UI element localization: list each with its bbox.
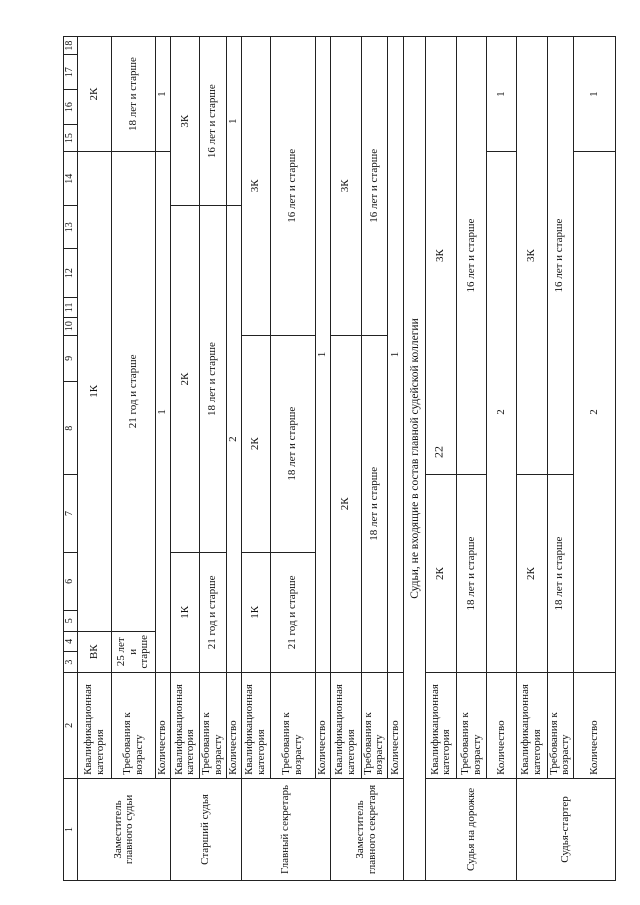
age-label: Требования к возрасту xyxy=(457,672,487,778)
deputy-chief-secretary-age-row xyxy=(361,37,387,881)
role-name: Старший судья xyxy=(171,778,241,880)
section-row xyxy=(404,37,426,881)
qual-value: 2К xyxy=(78,37,112,152)
count-value: 1 xyxy=(156,152,171,673)
lane-judge-age-row xyxy=(457,37,487,881)
role-name: Судья на дорожке xyxy=(426,778,517,880)
rotated-table-container xyxy=(63,36,616,881)
col-header: 2 xyxy=(64,672,78,778)
count-value: 1 xyxy=(226,37,241,206)
role-name: Заместитель главного судьи xyxy=(78,778,171,880)
qual-value: 2К xyxy=(330,335,361,672)
qual-label: Квалификационная категория xyxy=(517,672,547,778)
qual-value: 3К xyxy=(330,37,361,336)
count-value: 1 xyxy=(573,37,615,152)
senior-judge-qual-row xyxy=(171,37,200,881)
age-value: 16 лет и старше xyxy=(200,37,226,206)
qual-value: 1К xyxy=(241,552,270,672)
qual-label: Квалификационная категория xyxy=(171,672,200,778)
qual-value: 3К xyxy=(426,37,457,475)
qual-value: 1К xyxy=(171,552,200,672)
count-label: Количество xyxy=(156,672,171,778)
col-header: 14 xyxy=(64,152,78,206)
lane-judge-qual-row xyxy=(426,37,457,881)
deputy-chief-judge-count-row xyxy=(156,37,171,881)
col-header: 10 xyxy=(64,317,78,335)
col-header: 3 xyxy=(64,652,78,673)
count-label: Количество xyxy=(315,672,330,778)
count-value: 1 xyxy=(315,37,330,673)
starter-judge-age-row xyxy=(547,37,573,881)
count-label: Количество xyxy=(388,672,404,778)
qual-value: ВК xyxy=(78,631,112,672)
age-value: 21 год и старше xyxy=(200,552,226,672)
col-header: 8 xyxy=(64,382,78,475)
header-row xyxy=(64,37,78,881)
col-header: 6 xyxy=(64,552,78,610)
count-value: 2 xyxy=(573,152,615,673)
qual-value: 2К xyxy=(517,475,547,673)
qual-label: Квалификационная категория xyxy=(330,672,361,778)
col-header: 15 xyxy=(64,125,78,152)
chief-secretary-age-row xyxy=(270,37,315,881)
age-value: 25 лет и старше xyxy=(112,631,156,672)
col-header: 9 xyxy=(64,335,78,382)
col-header: 18 xyxy=(64,37,78,55)
deputy-chief-secretary-count-row xyxy=(388,37,404,881)
role-name: Заместитель главного секретаря xyxy=(330,778,403,880)
age-label: Требования к возрасту xyxy=(200,672,226,778)
qual-value: 1К xyxy=(78,152,112,631)
col-header: 16 xyxy=(64,90,78,125)
deputy-chief-judge-age-row xyxy=(112,37,156,881)
page-number: 22 xyxy=(431,446,446,458)
age-value: 18 лет и старше xyxy=(270,335,315,552)
count-label: Количество xyxy=(226,672,241,778)
age-label: Требования к возрасту xyxy=(112,672,156,778)
starter-judge-qual-row xyxy=(517,37,547,881)
col-header: 1 xyxy=(64,778,78,880)
age-value: 18 лет и старше xyxy=(457,475,487,673)
section-title: Судьи, не входящие в состав главной судейской коллегии xyxy=(404,37,426,881)
col-header: 17 xyxy=(64,55,78,90)
age-value: 21 год и старше xyxy=(270,552,315,672)
count-value: 2 xyxy=(487,152,517,673)
age-label: Требования к возрасту xyxy=(547,672,573,778)
count-value: 1 xyxy=(487,37,517,152)
col-header: 13 xyxy=(64,206,78,249)
qual-value: 2К xyxy=(426,475,457,673)
count-label: Количество xyxy=(573,672,615,778)
age-value: 18 лет и старше xyxy=(547,475,573,673)
age-value: 18 лет и старше xyxy=(112,37,156,152)
role-name: Судья-стартер xyxy=(517,778,616,880)
qual-label: Квалификационная категория xyxy=(426,672,457,778)
count-value: 1 xyxy=(388,37,404,673)
starter-judge-count-row xyxy=(573,37,615,881)
age-value: 21 год и старше xyxy=(112,152,156,631)
col-header: 12 xyxy=(64,249,78,298)
count-value: 1 xyxy=(156,37,171,152)
age-value: 18 лет и старше xyxy=(200,206,226,552)
qual-value: 3К xyxy=(517,37,547,475)
judges-requirements-table xyxy=(63,36,616,881)
age-value: 18 лет и старше xyxy=(361,335,387,672)
age-value: 16 лет и старше xyxy=(457,37,487,475)
col-header: 4 xyxy=(64,631,78,652)
count-label: Количество xyxy=(487,672,517,778)
qual-value: 3К xyxy=(241,37,270,336)
chief-secretary-count-row xyxy=(315,37,330,881)
qual-value: 2К xyxy=(241,335,270,552)
col-header: 7 xyxy=(64,475,78,553)
col-header: 11 xyxy=(64,298,78,317)
col-header: 5 xyxy=(64,610,78,631)
lane-judge-count-row xyxy=(487,37,517,881)
age-value: 16 лет и старше xyxy=(270,37,315,336)
age-value: 16 лет и старше xyxy=(547,37,573,475)
age-value: 16 лет и старше xyxy=(361,37,387,336)
deputy-chief-judge-qual-row xyxy=(78,37,112,881)
chief-secretary-qual-row xyxy=(241,37,270,881)
qual-label: Квалификационная категория xyxy=(78,672,112,778)
qual-value: 2К xyxy=(171,206,200,552)
qual-value: 3К xyxy=(171,37,200,206)
role-name: Главный секретарь xyxy=(241,778,330,880)
senior-judge-age-row xyxy=(200,37,226,881)
age-label: Требования к возрасту xyxy=(270,672,315,778)
senior-judge-count-row xyxy=(226,37,241,881)
deputy-chief-secretary-qual-row xyxy=(330,37,361,881)
age-label: Требования к возрасту xyxy=(361,672,387,778)
count-value: 2 xyxy=(226,206,241,673)
qual-label: Квалификационная категория xyxy=(241,672,270,778)
